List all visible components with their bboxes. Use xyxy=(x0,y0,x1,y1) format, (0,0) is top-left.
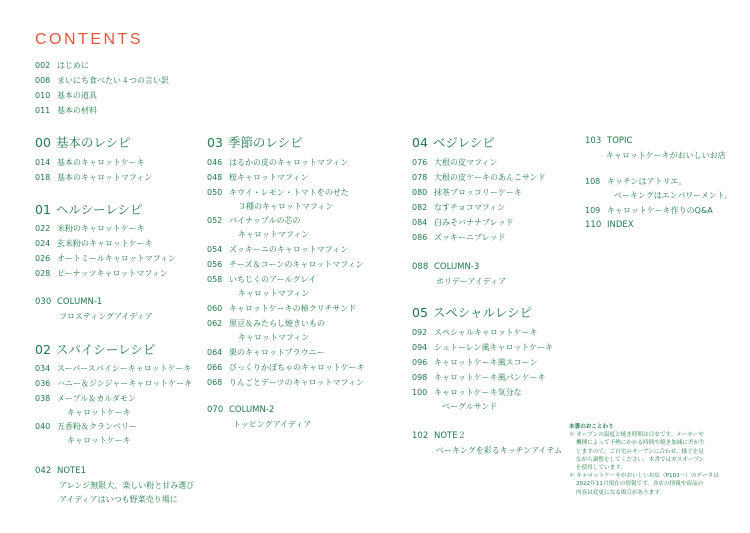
toc-entry-cont: ベーグルサンド xyxy=(442,402,498,411)
toc-entry-sub: ホリデーアイディア xyxy=(436,277,507,286)
toc-entry[interactable]: 086 ズッキーニブレッド xyxy=(412,233,506,242)
toc-entry[interactable]: 008 まいにち食べたい４つの言い訳 xyxy=(35,76,169,85)
toc-entry-cont: ベーキングはエンパワーメント。 xyxy=(614,191,733,200)
toc-entry-sub: アレンジ無限大、楽しい粉と甘み選び xyxy=(59,481,195,490)
toc-entry[interactable]: 018 基本のキャロットマフィン xyxy=(35,173,153,182)
toc-entry[interactable]: 040 五香粉＆クランベリー xyxy=(35,422,137,431)
disclaimer-line: ながら調整をしてください。本書ではガスオーブン xyxy=(576,456,705,463)
toc-entry[interactable]: 058 いちじくのアールグレイ xyxy=(207,275,317,284)
toc-entry[interactable]: 038 メープル＆カルダモン xyxy=(35,394,136,403)
toc-entry-cont: キャロットケーキ xyxy=(67,408,131,417)
section-heading: 00 基本のレシピ xyxy=(35,135,131,150)
toc-entry-sub: フロスティングアイディア xyxy=(59,312,153,321)
toc-entry-cont: キャロットケーキ xyxy=(67,436,131,445)
toc-entry[interactable]: 010 基本の道具 xyxy=(35,91,97,100)
toc-entry-cont: キャロットマフィン xyxy=(238,230,310,239)
toc-entry-sub: ベーキングを彩るキッチンアイテム xyxy=(436,446,563,455)
toc-entry[interactable]: 064 栗のキャロットブラウニー xyxy=(207,348,325,357)
section-heading: 02 スパイシーレシピ xyxy=(35,342,156,357)
toc-column-entry[interactable]: 070 COLUMN-2 xyxy=(207,405,275,415)
toc-index-entry[interactable]: 110 INDEX xyxy=(585,220,634,230)
disclaimer-line: じますので、ご自宅のオーブンに合わせ、様子を見 xyxy=(576,448,704,455)
toc-note-entry[interactable]: 102 NOTE２ xyxy=(412,431,467,441)
toc-entry[interactable]: 098 キャロットケーキ風パンケーキ xyxy=(412,373,546,382)
toc-entry-cont: キャロットマフィン xyxy=(238,289,310,298)
toc-entry[interactable]: 068 りんごとデーツのキャロットマフィン xyxy=(207,378,364,387)
toc-entry[interactable]: 092 スペシャルキャロットケーキ xyxy=(412,328,538,337)
toc-entry-cont: ３種のキャロットマフィン xyxy=(238,202,334,211)
toc-entry[interactable]: 096 キャロットケーキ風スコーン xyxy=(412,358,538,367)
toc-entry-sub: キャロットケーキがおいしいお店 xyxy=(606,151,726,160)
toc-entry-cont: キャロットマフィン xyxy=(238,333,310,342)
toc-entry[interactable]: 028 ピーナッツキャロットマフィン xyxy=(35,269,168,278)
toc-entry[interactable]: 094 シュトーレン風キャロットケーキ xyxy=(412,343,554,352)
toc-entry[interactable]: 024 玄米粉のキャロットケーキ xyxy=(35,239,153,248)
toc-entry[interactable]: 048 桜キャロットマフィン xyxy=(207,173,309,182)
toc-entry[interactable]: 034 スーパースパイシーキャロットケーキ xyxy=(35,364,192,373)
toc-entry-sub: アイディアはいつも野菜売り場に xyxy=(59,495,178,504)
disclaimer-line: 機種によって予熱にかかる時間や焼き加減に差が生 xyxy=(576,440,705,447)
toc-column-entry[interactable]: 088 COLUMN-3 xyxy=(412,262,480,272)
disclaimer-title: 本書のおことわり xyxy=(569,424,614,430)
disclaimer-line: 2022年11月現在の情報です。各店の情報や商品の xyxy=(576,481,704,488)
toc-entry[interactable]: 026 オートミールキャロットマフィン xyxy=(35,254,177,263)
toc-entry[interactable]: 014 基本のキャロットケーキ xyxy=(35,158,145,167)
disclaimer-line: ＊ オーブンの温度と焼き時間は目安です。メーカーや xyxy=(569,432,704,439)
toc-entry[interactable]: 056 チーズ＆コーンのキャロットマフィン xyxy=(207,260,364,269)
section-heading: 05 スペシャルレシピ xyxy=(412,305,533,320)
toc-entry[interactable]: 054 ズッキーニのキャロットマフィン xyxy=(207,245,349,254)
toc-entry[interactable]: 060 キャロットケーキの柿クリチサンド xyxy=(207,304,357,313)
page-title: CONTENTS xyxy=(35,31,143,48)
toc-entry[interactable]: 082 なすチョコマフィン xyxy=(412,203,506,212)
toc-entry[interactable]: 078 大根の皮ケーキのあんこサンド xyxy=(412,173,546,182)
disclaimer-notes xyxy=(569,423,729,497)
disclaimer-line: 内容は変更になる場合があります。 xyxy=(576,489,666,496)
toc-topic-entry[interactable]: 103 TOPIC xyxy=(585,136,633,146)
toc-entry[interactable]: 076 大根の皮マフィン xyxy=(412,158,498,167)
toc-note-entry[interactable]: 042 NOTE1 xyxy=(35,466,87,476)
toc-entry[interactable]: 046 はるかの皮のキャロットマフィン xyxy=(207,158,349,167)
toc-entry[interactable]: 011 基本の材料 xyxy=(35,106,97,115)
toc-entry[interactable]: 066 びっくりかぼちゃのキャロットケーキ xyxy=(207,363,365,372)
toc-entry[interactable]: 052 パイナップルの芯の xyxy=(207,216,301,225)
toc-entry[interactable]: 036 ハニー＆ジンジャーキャロットケーキ xyxy=(35,379,193,388)
toc-column-entry[interactable]: 030 COLUMN-1 xyxy=(35,297,103,307)
toc-entry[interactable]: 002 はじめに xyxy=(35,61,89,70)
toc-entry-sub: トッピングアイディア xyxy=(233,420,312,429)
toc-entry[interactable]: 109 キャロットケーキ作りのQ&A xyxy=(585,206,713,215)
toc-entry[interactable]: 022 米粉のキャロットケーキ xyxy=(35,224,145,233)
disclaimer-line: ＊ キャロットケーキがおいしいお店（P103～）のデータは xyxy=(569,473,719,480)
toc-entry[interactable]: 108 キッチンはアトリエ。 xyxy=(585,177,687,186)
section-heading: 01 ヘルシーレシピ xyxy=(35,202,143,217)
toc-entry[interactable]: 084 白みそバナナブレッド xyxy=(412,218,514,227)
toc-entry[interactable]: 050 キウイ・レモン・トマトをのせた xyxy=(207,188,349,197)
disclaimer-line: を使用しています。 xyxy=(576,465,626,472)
toc-entry[interactable]: 062 黒豆＆みたらし焼きいもの xyxy=(207,319,325,328)
section-heading: 03 季節のレシピ xyxy=(207,135,303,150)
toc-entry[interactable]: 100 キャロットケーキ気分な xyxy=(412,388,522,397)
toc-entry[interactable]: 080 抹茶ブロッコリーケーキ xyxy=(412,188,522,197)
section-heading: 04 ベジレシピ xyxy=(412,135,495,150)
